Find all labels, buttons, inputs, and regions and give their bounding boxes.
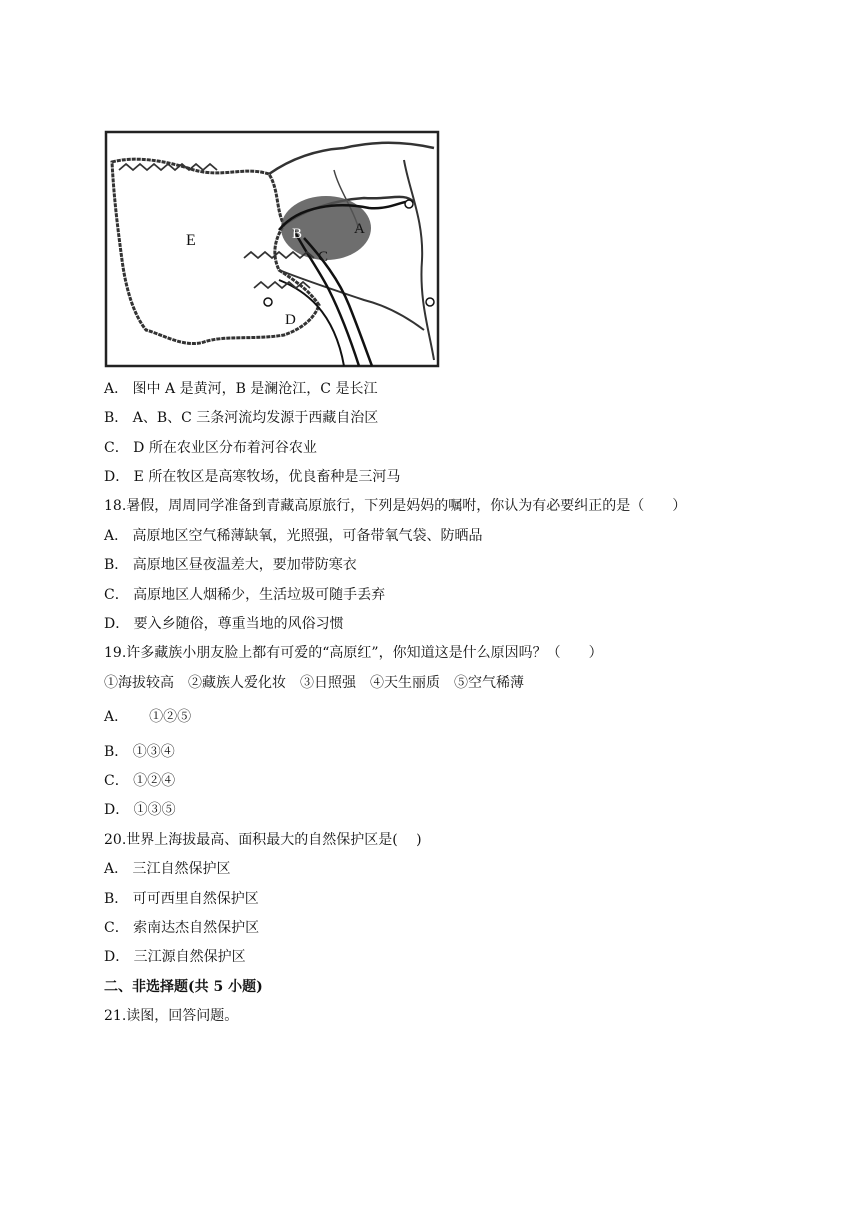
q19-option-c: C． ①②④: [104, 773, 176, 789]
map-label-d: D: [285, 312, 296, 328]
section-heading: 二、非选择题(共 5 小题): [104, 979, 263, 995]
q18-stem: 18.暑假，周周同学准备到青藏高原旅行，下列是妈妈的嘱咐，你认为有必要纠正的是（ ）: [104, 498, 687, 514]
q20-option-b: B． 可可西里自然保护区: [104, 891, 259, 907]
q20-option-a: A． 三江自然保护区: [104, 861, 231, 877]
q21-stem: 21.读图，回答问题。: [104, 1008, 239, 1024]
qinghai-tibet-map: [104, 130, 440, 368]
q19-choices: ①海拔较高 ②藏族人爱化妆 ③日照强 ④天生丽质 ⑤空气稀薄: [104, 675, 524, 691]
map-label-b: B: [292, 226, 303, 242]
q17-option-c: C． D 所在农业区分布着河谷农业: [104, 440, 317, 456]
q18-option-a: A． 高原地区空气稀薄缺氧，光照强，可备带氧气袋、防晒品: [104, 528, 483, 544]
q17-option-a: A． 图中 A 是黄河，B 是澜沧江，C 是长江: [104, 381, 378, 397]
map-label-c: C: [318, 249, 329, 265]
q20-stem: 20.世界上海拔最高、面积最大的自然保护区是( ): [104, 832, 422, 848]
map-drawing: [104, 130, 440, 368]
q17-option-d: D． E 所在牧区是高寒牧场，优良畜种是三河马: [104, 469, 401, 485]
q18-option-d: D． 要入乡随俗，尊重当地的风俗习惯: [104, 616, 344, 632]
q20-option-c: C． 索南达杰自然保护区: [104, 920, 260, 936]
map-label-e: E: [186, 232, 196, 249]
q20-option-d: D． 三江源自然保护区: [104, 949, 246, 965]
q18-option-c: C． 高原地区人烟稀少，生活垃圾可随手丢弃: [104, 587, 386, 603]
q18-option-b: B． 高原地区昼夜温差大，要加带防寒衣: [104, 557, 357, 573]
q19-option-b: B． ①③④: [104, 744, 175, 760]
q17-option-b: B． A、B、C 三条河流均发源于西藏自治区: [104, 410, 379, 426]
map-label-a: A: [354, 221, 365, 237]
q19-stem: 19.许多藏族小朋友脸上都有可爱的“高原红”，你知道这是什么原因吗？（ ）: [104, 645, 603, 661]
q19-option-d: D． ①③⑤: [104, 802, 176, 818]
q19-option-a: A． ①②⑤: [104, 709, 192, 725]
